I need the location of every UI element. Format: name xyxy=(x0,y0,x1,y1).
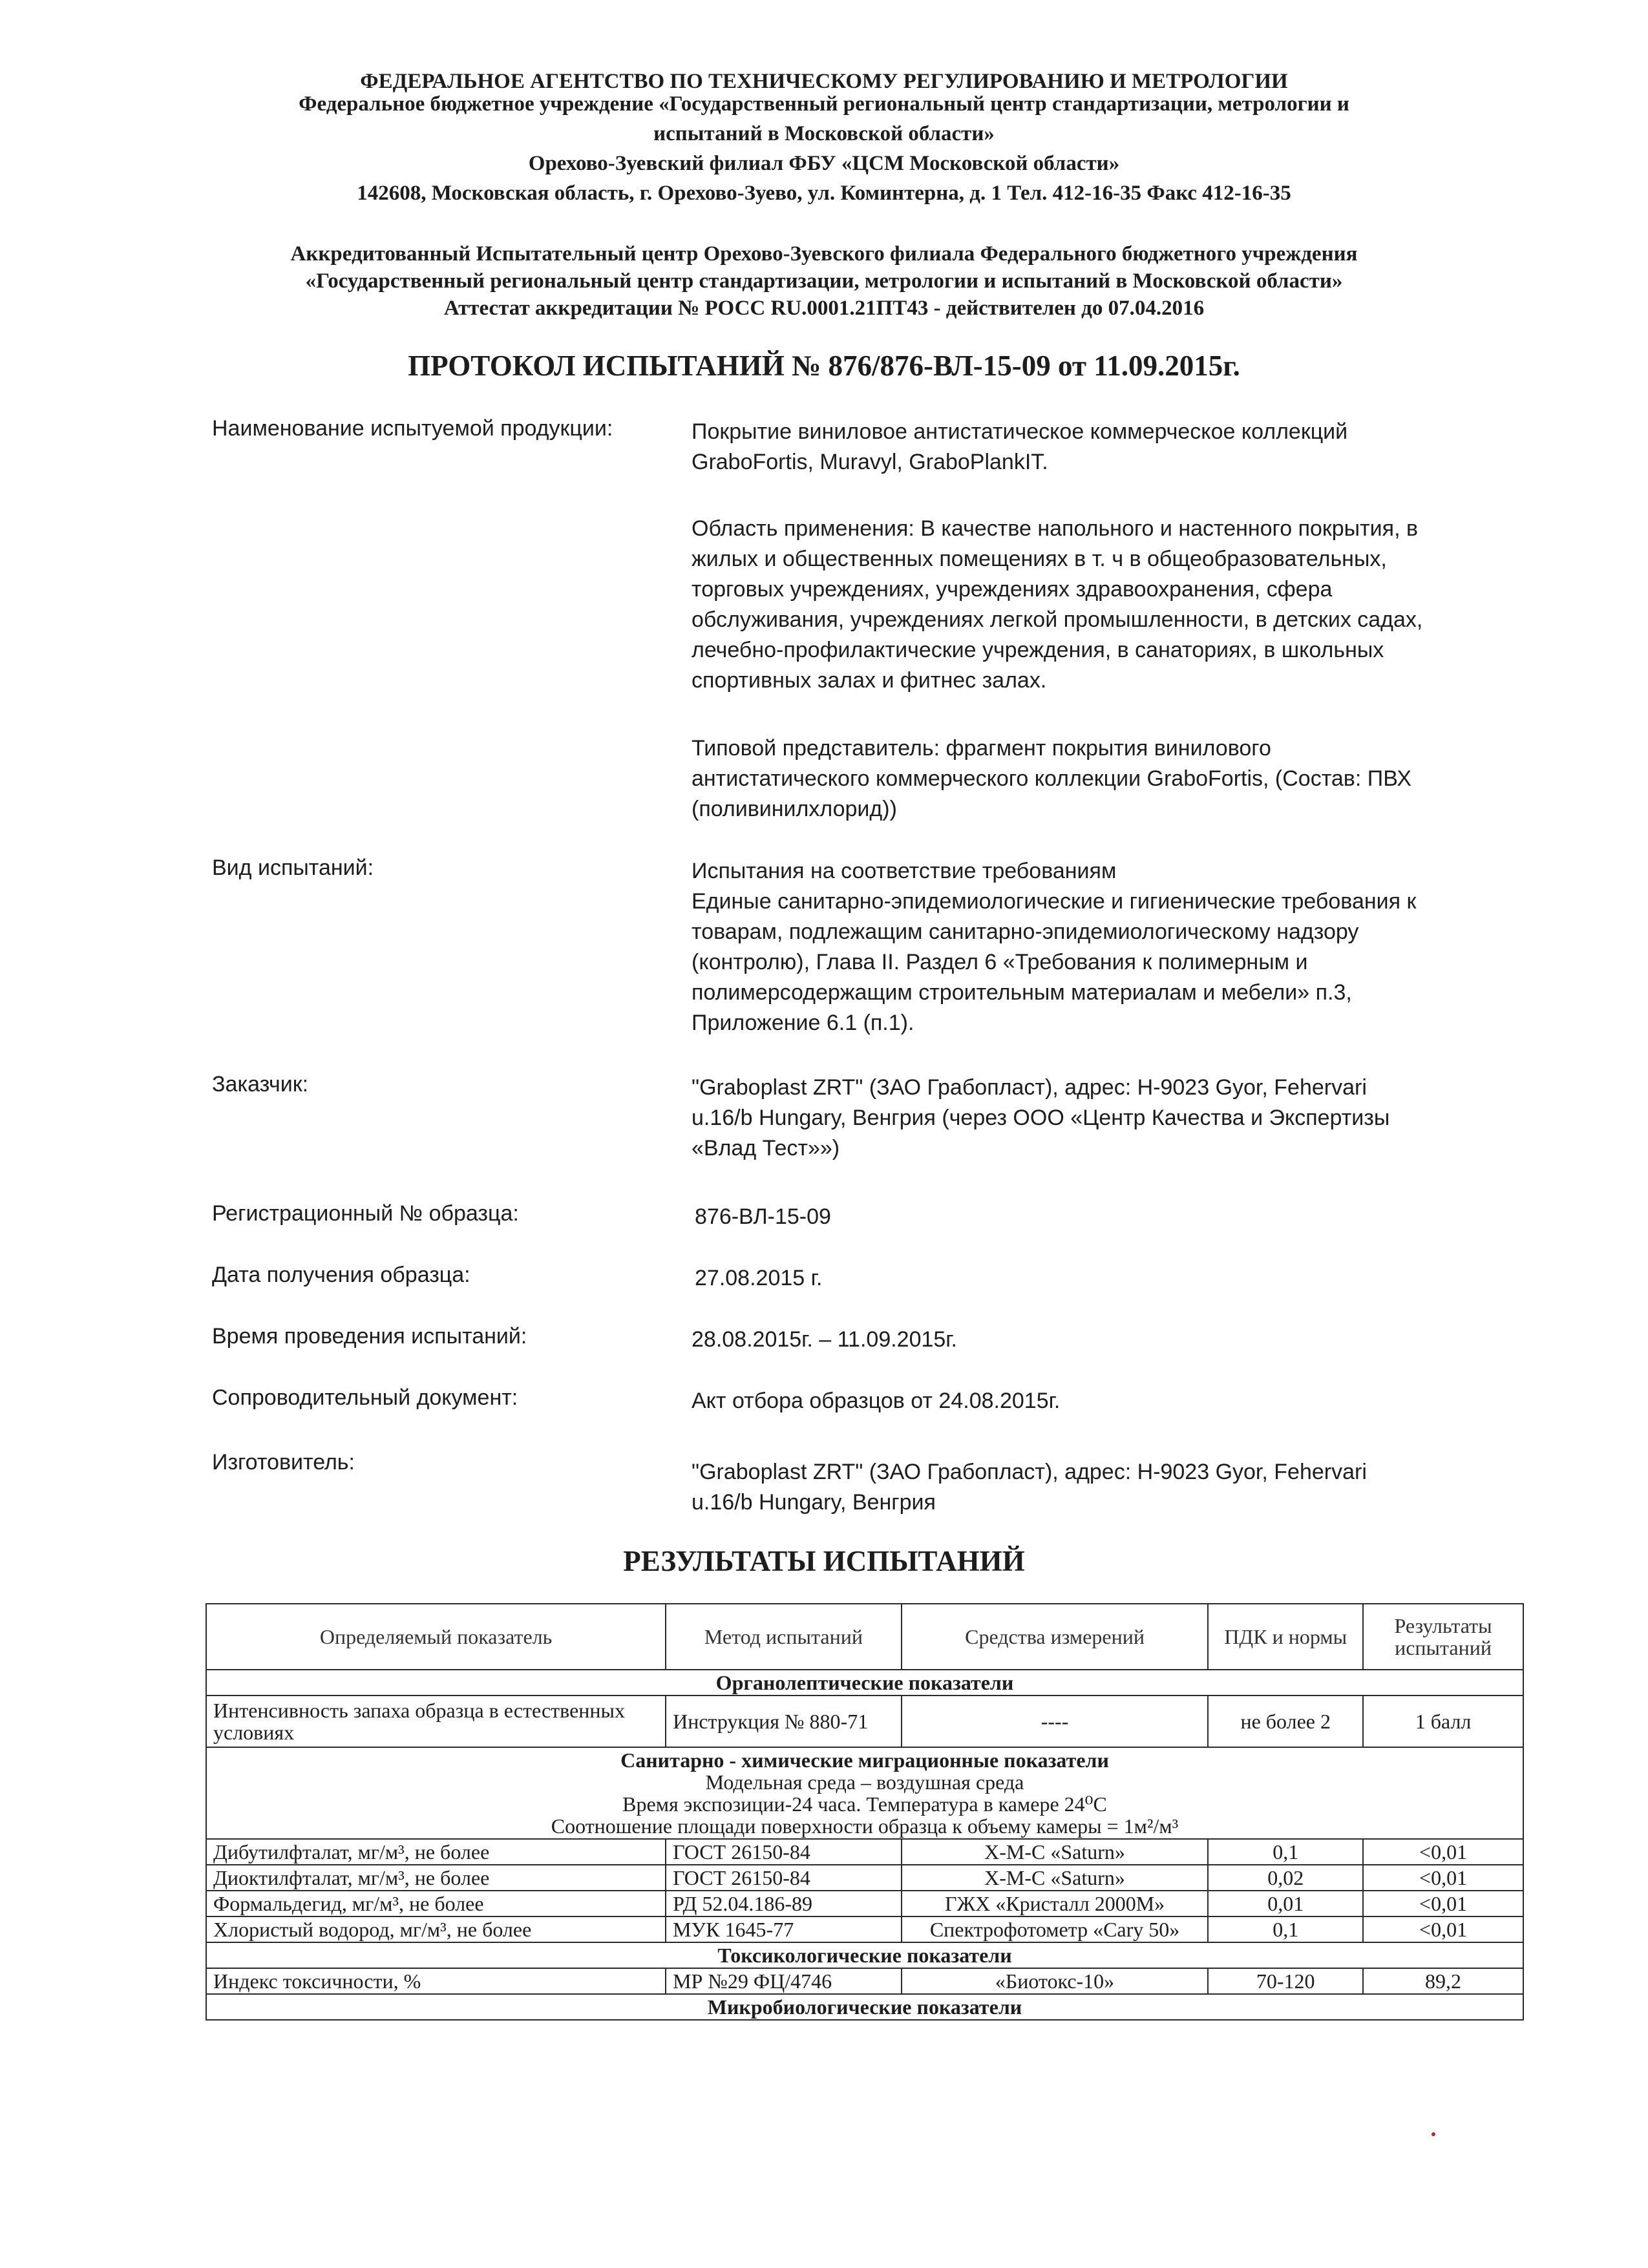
method-cell: ГОСТ 26150-84 xyxy=(666,1865,902,1891)
results-title: РЕЗУЛЬТАТЫ ИСПЫТАНИЙ xyxy=(623,1545,1025,1577)
table-row xyxy=(206,1968,1523,1994)
result-cell: <0,01 xyxy=(1363,1891,1523,1916)
typical-representative xyxy=(692,733,1506,824)
result-cell: 89,2 xyxy=(1363,1968,1523,1994)
section-title: Органолептические показатели xyxy=(206,1670,1523,1696)
indicator-cell: Индекс токсичности, % xyxy=(206,1968,666,1994)
instrument-cell: ГЖХ «Кристалл 2000М» xyxy=(902,1891,1209,1916)
manufacturer-value xyxy=(692,1457,1506,1518)
column-header: ПДК и нормы xyxy=(1208,1604,1363,1670)
test-type-line: Приложение 6.1 (п.1). xyxy=(692,1011,914,1035)
result-cell: <0,01 xyxy=(1363,1839,1523,1865)
customer-value xyxy=(692,1073,1506,1164)
result-cell: <0,01 xyxy=(1363,1865,1523,1891)
accredited-center-line-2: «Государственный региональный центр стандартизации, метрологии и испытаний в Московской области» xyxy=(305,269,1343,293)
indicator-cell: Диоктилфталат, мг/м³, не более xyxy=(206,1865,666,1891)
table-row xyxy=(206,1696,1523,1747)
typical-line: антистатического коммерческого коллекции GraboFortis, (Состав: ПВХ xyxy=(692,766,1412,791)
scope-line: Область применения: В качестве напольного и настенного покрытия, в xyxy=(692,516,1419,541)
receipt-date-value: 27.08.2015 г. xyxy=(695,1266,823,1290)
test-type-label: Вид испытаний: xyxy=(212,856,374,880)
norm-cell: 70-120 xyxy=(1208,1968,1363,1994)
column-header: Метод испытаний xyxy=(666,1604,902,1670)
instrument-cell: Спектрофотометр «Cary 50» xyxy=(902,1916,1209,1942)
accompanying-document-value: Акт отбора образцов от 24.08.2015г. xyxy=(692,1389,1061,1413)
customer-label: Заказчик: xyxy=(212,1072,309,1097)
test-type-line: (контролю), Глава II. Раздел 6 «Требования к полимерным и xyxy=(692,950,1308,974)
instrument-cell: Х-М-С «Saturn» xyxy=(902,1839,1209,1865)
section-title: Микробиологические показатели xyxy=(206,1994,1523,2020)
institution-line-1: Федеральное бюджетное учреждение «Государственный региональный центр стандартизации, метрологии и xyxy=(299,92,1349,116)
registration-number-value: 876-ВЛ-15-09 xyxy=(695,1204,831,1229)
test-type-line: товарам, подлежащим санитарно-эпидемиологическому надзору xyxy=(692,919,1359,944)
scope-line: обслуживания, учреждениях легкой промышленности, в детских садах, xyxy=(692,607,1423,632)
norm-cell: 0,02 xyxy=(1208,1865,1363,1891)
table-row xyxy=(206,1865,1523,1891)
accredited-center-line-1: Аккредитованный Испытательный центр Орехово-Зуевского филиала Федерального бюджетного учреждения xyxy=(290,242,1358,266)
section-note: Время экспозиции-24 часа. Температура в камере 24⁰С xyxy=(622,1792,1107,1816)
method-cell: РД 52.04.186-89 xyxy=(666,1891,902,1916)
table-row xyxy=(206,1916,1523,1942)
indicator-cell: Дибутилфталат, мг/м³, не более xyxy=(206,1839,666,1865)
section-row xyxy=(206,1670,1523,1696)
registration-number-label: Регистрационный № образца: xyxy=(212,1201,519,1226)
customer-line: «Влад Тест»») xyxy=(692,1136,840,1160)
section-note: Соотношение площади поверхности образца к объему камеры = 1м²/м³ xyxy=(551,1814,1179,1838)
customer-line: u.16/b Hungary, Венгрия (через ООО «Центр Качества и Экспертизы xyxy=(692,1106,1390,1130)
indicator-cell: Интенсивность запаха образца в естественных условиях xyxy=(206,1696,666,1747)
manufacturer-line: "Graboplast ZRT" (ЗАО Грабопласт), адрес: H-9023 Gyor, Fehervari xyxy=(692,1460,1367,1484)
column-header: Определяемый показатель xyxy=(206,1604,666,1670)
table-row xyxy=(206,1891,1523,1916)
norm-cell: 0,1 xyxy=(1208,1916,1363,1942)
norm-cell: 0,01 xyxy=(1208,1891,1363,1916)
results-table xyxy=(206,1603,1524,2021)
product-value xyxy=(692,417,1506,478)
product-label: Наименование испытуемой продукции: xyxy=(212,416,613,441)
section-row xyxy=(206,1942,1523,1968)
scope-line: лечебно-профилактические учреждения, в санаториях, в школьных xyxy=(692,638,1384,662)
test-type-line: полимерсодержащим строительным материалам и мебели» п.3, xyxy=(692,980,1352,1005)
test-period-label: Время проведения испытаний: xyxy=(212,1324,527,1349)
section-row xyxy=(206,1747,1523,1839)
norm-cell: 0,1 xyxy=(1208,1839,1363,1865)
accompanying-document-label: Сопроводительный документ: xyxy=(212,1385,518,1410)
accreditation-certificate: Аттестат аккредитации № РОСС RU.0001.21ПТ43 - действителен до 07.04.2016 xyxy=(443,297,1205,320)
section-note: Модельная среда – воздушная среда xyxy=(705,1770,1024,1794)
protocol-title: ПРОТОКОЛ ИСПЫТАНИЙ № 876/876-ВЛ-15-09 от 11.09.2015г. xyxy=(408,350,1240,382)
section-title: Санитарно - химические миграционные показатели xyxy=(620,1748,1109,1772)
method-cell: ГОСТ 26150-84 xyxy=(666,1839,902,1865)
customer-line: "Graboplast ZRT" (ЗАО Грабопласт), адрес: H-9023 Gyor, Fehervari xyxy=(692,1075,1367,1100)
red-ink-dot xyxy=(1431,2132,1435,2136)
manufacturer-label: Изготовитель: xyxy=(212,1450,355,1475)
section-block xyxy=(206,1747,1523,1839)
test-type-value xyxy=(692,856,1506,1038)
test-type-line: Испытания на соответствие требованиям xyxy=(692,859,1117,883)
application-scope xyxy=(692,514,1506,696)
branch-address: 142608, Московская область, г. Орехово-Зуево, ул. Коминтерна, д. 1 Тел. 412-16-35 Факс 412-16-35 xyxy=(357,182,1291,205)
typical-line: Типовой представитель: фрагмент покрытия винилового xyxy=(692,736,1271,761)
institution-line-2: испытаний в Московской области» xyxy=(653,122,995,145)
column-header: Средства измерений xyxy=(902,1604,1209,1670)
instrument-cell: Х-М-С «Saturn» xyxy=(902,1865,1209,1891)
scope-line: спортивных залах и фитнес залах. xyxy=(692,668,1047,693)
section-row xyxy=(206,1994,1523,2020)
table-row xyxy=(206,1839,1523,1865)
norm-cell: не более 2 xyxy=(1208,1696,1363,1747)
typical-line: (поливинилхлорид)) xyxy=(692,797,897,821)
product-line: Покрытие виниловое антистатическое коммерческое коллекций xyxy=(692,419,1348,444)
indicator-cell: Хлористый водород, мг/м³, не более xyxy=(206,1916,666,1942)
result-cell: 1 балл xyxy=(1363,1696,1523,1747)
result-cell: <0,01 xyxy=(1363,1916,1523,1942)
instrument-cell: ---- xyxy=(902,1696,1209,1747)
product-line: GraboFortis, Muravyl, GraboPlankIT. xyxy=(692,450,1048,474)
indicator-cell: Формальдегид, мг/м³, не более xyxy=(206,1891,666,1916)
table-header-row xyxy=(206,1604,1523,1670)
branch-name: Орехово-Зуевский филиал ФБУ «ЦСМ Московской области» xyxy=(528,152,1120,175)
scope-line: торговых учреждениях, учреждениях здравоохранения, сфера xyxy=(692,577,1333,602)
method-cell: МУК 1645-77 xyxy=(666,1916,902,1942)
test-type-line: Единые санитарно-эпидемиологические и гигиенические требования к xyxy=(692,889,1417,914)
column-header: Результаты испытаний xyxy=(1363,1604,1523,1670)
receipt-date-label: Дата получения образца: xyxy=(212,1263,470,1287)
method-cell: МР №29 ФЦ/4746 xyxy=(666,1968,902,1994)
manufacturer-line: u.16/b Hungary, Венгрия xyxy=(692,1490,936,1515)
instrument-cell: «Биотокс-10» xyxy=(902,1968,1209,1994)
section-title: Токсикологические показатели xyxy=(206,1942,1523,1968)
agency-name: ФЕДЕРАЛЬНОЕ АГЕНТСТВО ПО ТЕХНИЧЕСКОМУ РЕГУЛИРОВАНИЮ И МЕТРОЛОГИИ xyxy=(360,70,1288,93)
test-period-value: 28.08.2015г. – 11.09.2015г. xyxy=(692,1327,958,1352)
scope-line: жилых и общественных помещениях в т. ч в общеобразовательных, xyxy=(692,547,1387,571)
method-cell: Инструкция № 880-71 xyxy=(666,1696,902,1747)
